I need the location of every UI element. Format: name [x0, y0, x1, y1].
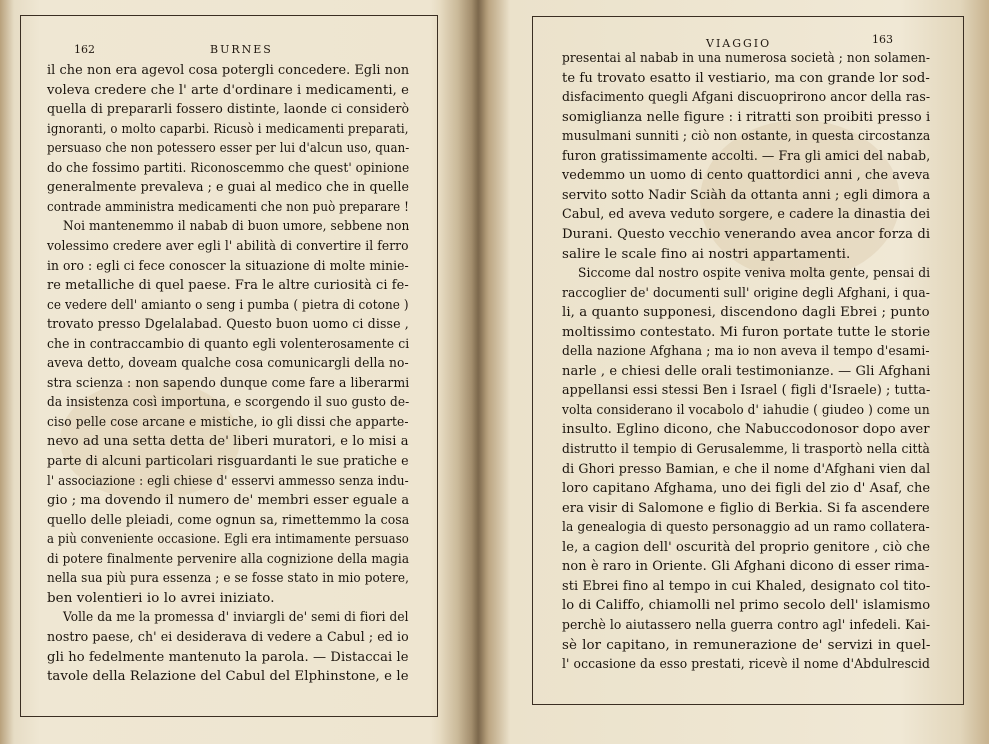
text-line: nostro paese, ch' ei desiderava di vedere a Cabul ; ed io [47, 629, 409, 645]
text-line: a più conveniente occasione. Egli era intimamente persuaso [47, 532, 409, 548]
text-line: da insistenza così importuna, e scorgendo il suo gusto de- [47, 395, 410, 411]
text-line: ben volentieri io lo avrei iniziato. [47, 590, 275, 606]
text-line: presentai al nabab in una numerosa società ; non solamen- [562, 51, 931, 66]
text-line: sti Ebrei fino al tempo in cui Khaled, designato col tito- [562, 578, 931, 594]
left-running-head: BURNES [210, 43, 273, 56]
text-line: servito sotto Nadir Sciàh da ottanta anni ; egli dimora a [562, 187, 931, 203]
text-line: l' occasione da esso prestati, ricevè il nome d'Abdulrescid [562, 657, 931, 673]
text-line: volta considerano il vocabolo d' iahudie ( giudeo ) come un [562, 402, 930, 418]
text-line: di Ghori presso Bamian, e che il nome d'Afghani vien dal [562, 461, 931, 477]
text-line: somiglianza nelle figure : i ritratti son proibiti presso i [562, 109, 931, 125]
text-line: distrutto il tempio di Gerusalemme, li trasportò nella città [562, 442, 930, 457]
text-line: il che non era agevol cosa potergli concedere. Egli non [47, 63, 410, 78]
text-line: aveva detto, doveam qualche cosa comunicargli della no- [47, 356, 409, 372]
text-line: loro capitano Afghama, uno dei figli del zio d' Asaf, che [562, 481, 931, 497]
text-line: in oro : egli ci fece conoscer la situazione di molte minie- [47, 258, 409, 274]
text-line: volessimo credere aver egli l' abilità di convertire il ferro [47, 238, 409, 254]
text-line: generalmente prevaleva ; e guai al medico che in quelle [47, 180, 410, 196]
text-line: re metalliche di quel paese. Fra le altre curiosità ci fe- [47, 278, 409, 294]
text-line: insulto. Eglino dicono, che Nabuccodonosor dopo aver [562, 422, 930, 438]
text-line: ciso pelle cose arcane e mistiche, io gli dissi che apparte- [47, 414, 409, 430]
text-line: Durani. Questo vecchio venerando avea ancor forza di [562, 226, 931, 242]
text-line: di potere finalmente pervenire alla cognizione della magia [47, 551, 410, 567]
text-line: della nazione Afghana ; ma io non aveva il tempo d'esami- [562, 344, 930, 360]
text-line: lo di Califfo, chiamolli nel primo secolo dell' islamismo [562, 598, 931, 614]
text-line: la genealogia di questo personaggio ad un ramo collatera- [562, 520, 930, 536]
text-line: nella sua più pura essenza ; e se fosse stato in mio potere, [47, 571, 410, 587]
text-line: furon gratissimamente accolti. — Fra gli amici del nabab, [562, 148, 931, 164]
text-line: stra scienza : non sapendo dunque come fare a liberarmi [47, 375, 410, 391]
text-line: gli ho fedelmente mantenuto la parola. — Distaccai le [47, 649, 409, 665]
text-line: quello delle pleiadi, come ognun sa, rimettemmo la cosa [47, 512, 410, 528]
text-line: li, a quanto supponesi, discendono dagli Ebrei ; punto [562, 305, 930, 321]
text-line: te fu trovato esatto il vestiario, ma con grande lor sod- [562, 70, 930, 86]
text-line: le, a cagion dell' oscurità del proprio genitore , ciò che [562, 539, 931, 555]
text-line: musulmani sunniti ; ciò non ostante, in questa circostanza [562, 129, 931, 145]
text-line: gio ; ma dovendo il numero de' membri esser eguale a [47, 493, 410, 509]
text-line: nevo ad una setta detta de' liberi muratori, e lo misi a [47, 434, 409, 450]
text-line: contrade amministra medicamenti che non può preparare ! [47, 199, 409, 215]
text-line: disfacimento quegli Afgani discuoprirono ancor della ras- [562, 90, 931, 106]
text-line: era visir di Salomone e figlio di Berkia. Si fa ascendere [562, 500, 930, 516]
text-line: trovato presso Dgelalabad. Questo buon uomo ci disse , [47, 317, 409, 333]
right-page-number: 163 [872, 33, 893, 46]
book-gutter [440, 0, 510, 744]
text-line: l' associazione : egli chiese d' esservi ammesso senza indu- [47, 473, 409, 489]
text-line: Noi mantenemmo il nabab di buon umore, sebbene non [63, 219, 410, 235]
text-line: voleva credere che l' arte d'ordinare i medicamenti, e [47, 82, 410, 98]
text-line: Siccome dal nostro ospite veniva molta gente, pensai di [578, 266, 931, 282]
text-line: ce vedere dell' amianto o seng i pumba ( pietra di cotone ) [47, 297, 409, 313]
text-line: ignoranti, o molto caparbi. Ricusò i medicamenti preparati, [47, 121, 409, 137]
text-line: perchè lo aiutassero nella guerra contro agl' infedeli. Kai- [562, 617, 931, 633]
left-page-number: 162 [74, 43, 95, 56]
text-line: quella di prepararli fossero distinte, laonde ci considerò [47, 102, 410, 118]
text-line: che in contraccambio di quanto egli volenterosamente ci [47, 336, 410, 352]
text-line: persuaso che non potessero esser per lui d'alcun uso, quan- [47, 141, 410, 157]
text-line: salire le scale fino ai nostri appartamenti. [562, 246, 851, 262]
text-line: vedemmo un uomo di cento quattordici anni , che aveva [562, 168, 930, 184]
text-line: sè lor capitano, in remunerazione de' servizi in quel- [562, 637, 931, 653]
text-line: appellansi essi stessi Ben i Israel ( figli d'Israele) ; tutta- [562, 383, 931, 399]
right-running-head: VIAGGIO [706, 37, 772, 50]
text-line: non è raro in Oriente. Gli Afghani dicono di esser rima- [562, 559, 930, 575]
text-line: do che fossimo partiti. Riconoscemmo che quest' opinione [47, 160, 410, 176]
text-line: Cabul, ed aveva veduto sorgere, e cadere la dinastia dei [562, 207, 931, 223]
text-line: moltissimo contestato. Mi furon portate tutte le storie [562, 324, 931, 340]
text-line: narle , e chiesi delle orali testimonianze. — Gli Afghani [562, 363, 931, 379]
text-line: tavole della Relazione del Cabul del Elphinstone, e le [47, 669, 409, 685]
text-line: raccoglier de' documenti sull' origine degli Afghani, i qua- [562, 285, 931, 301]
text-line: Volle da me la promessa d' inviargli de' semi di fiori del [63, 610, 409, 626]
text-line: parte di alcuni particolari risguardanti le sue pratiche e [47, 454, 409, 469]
